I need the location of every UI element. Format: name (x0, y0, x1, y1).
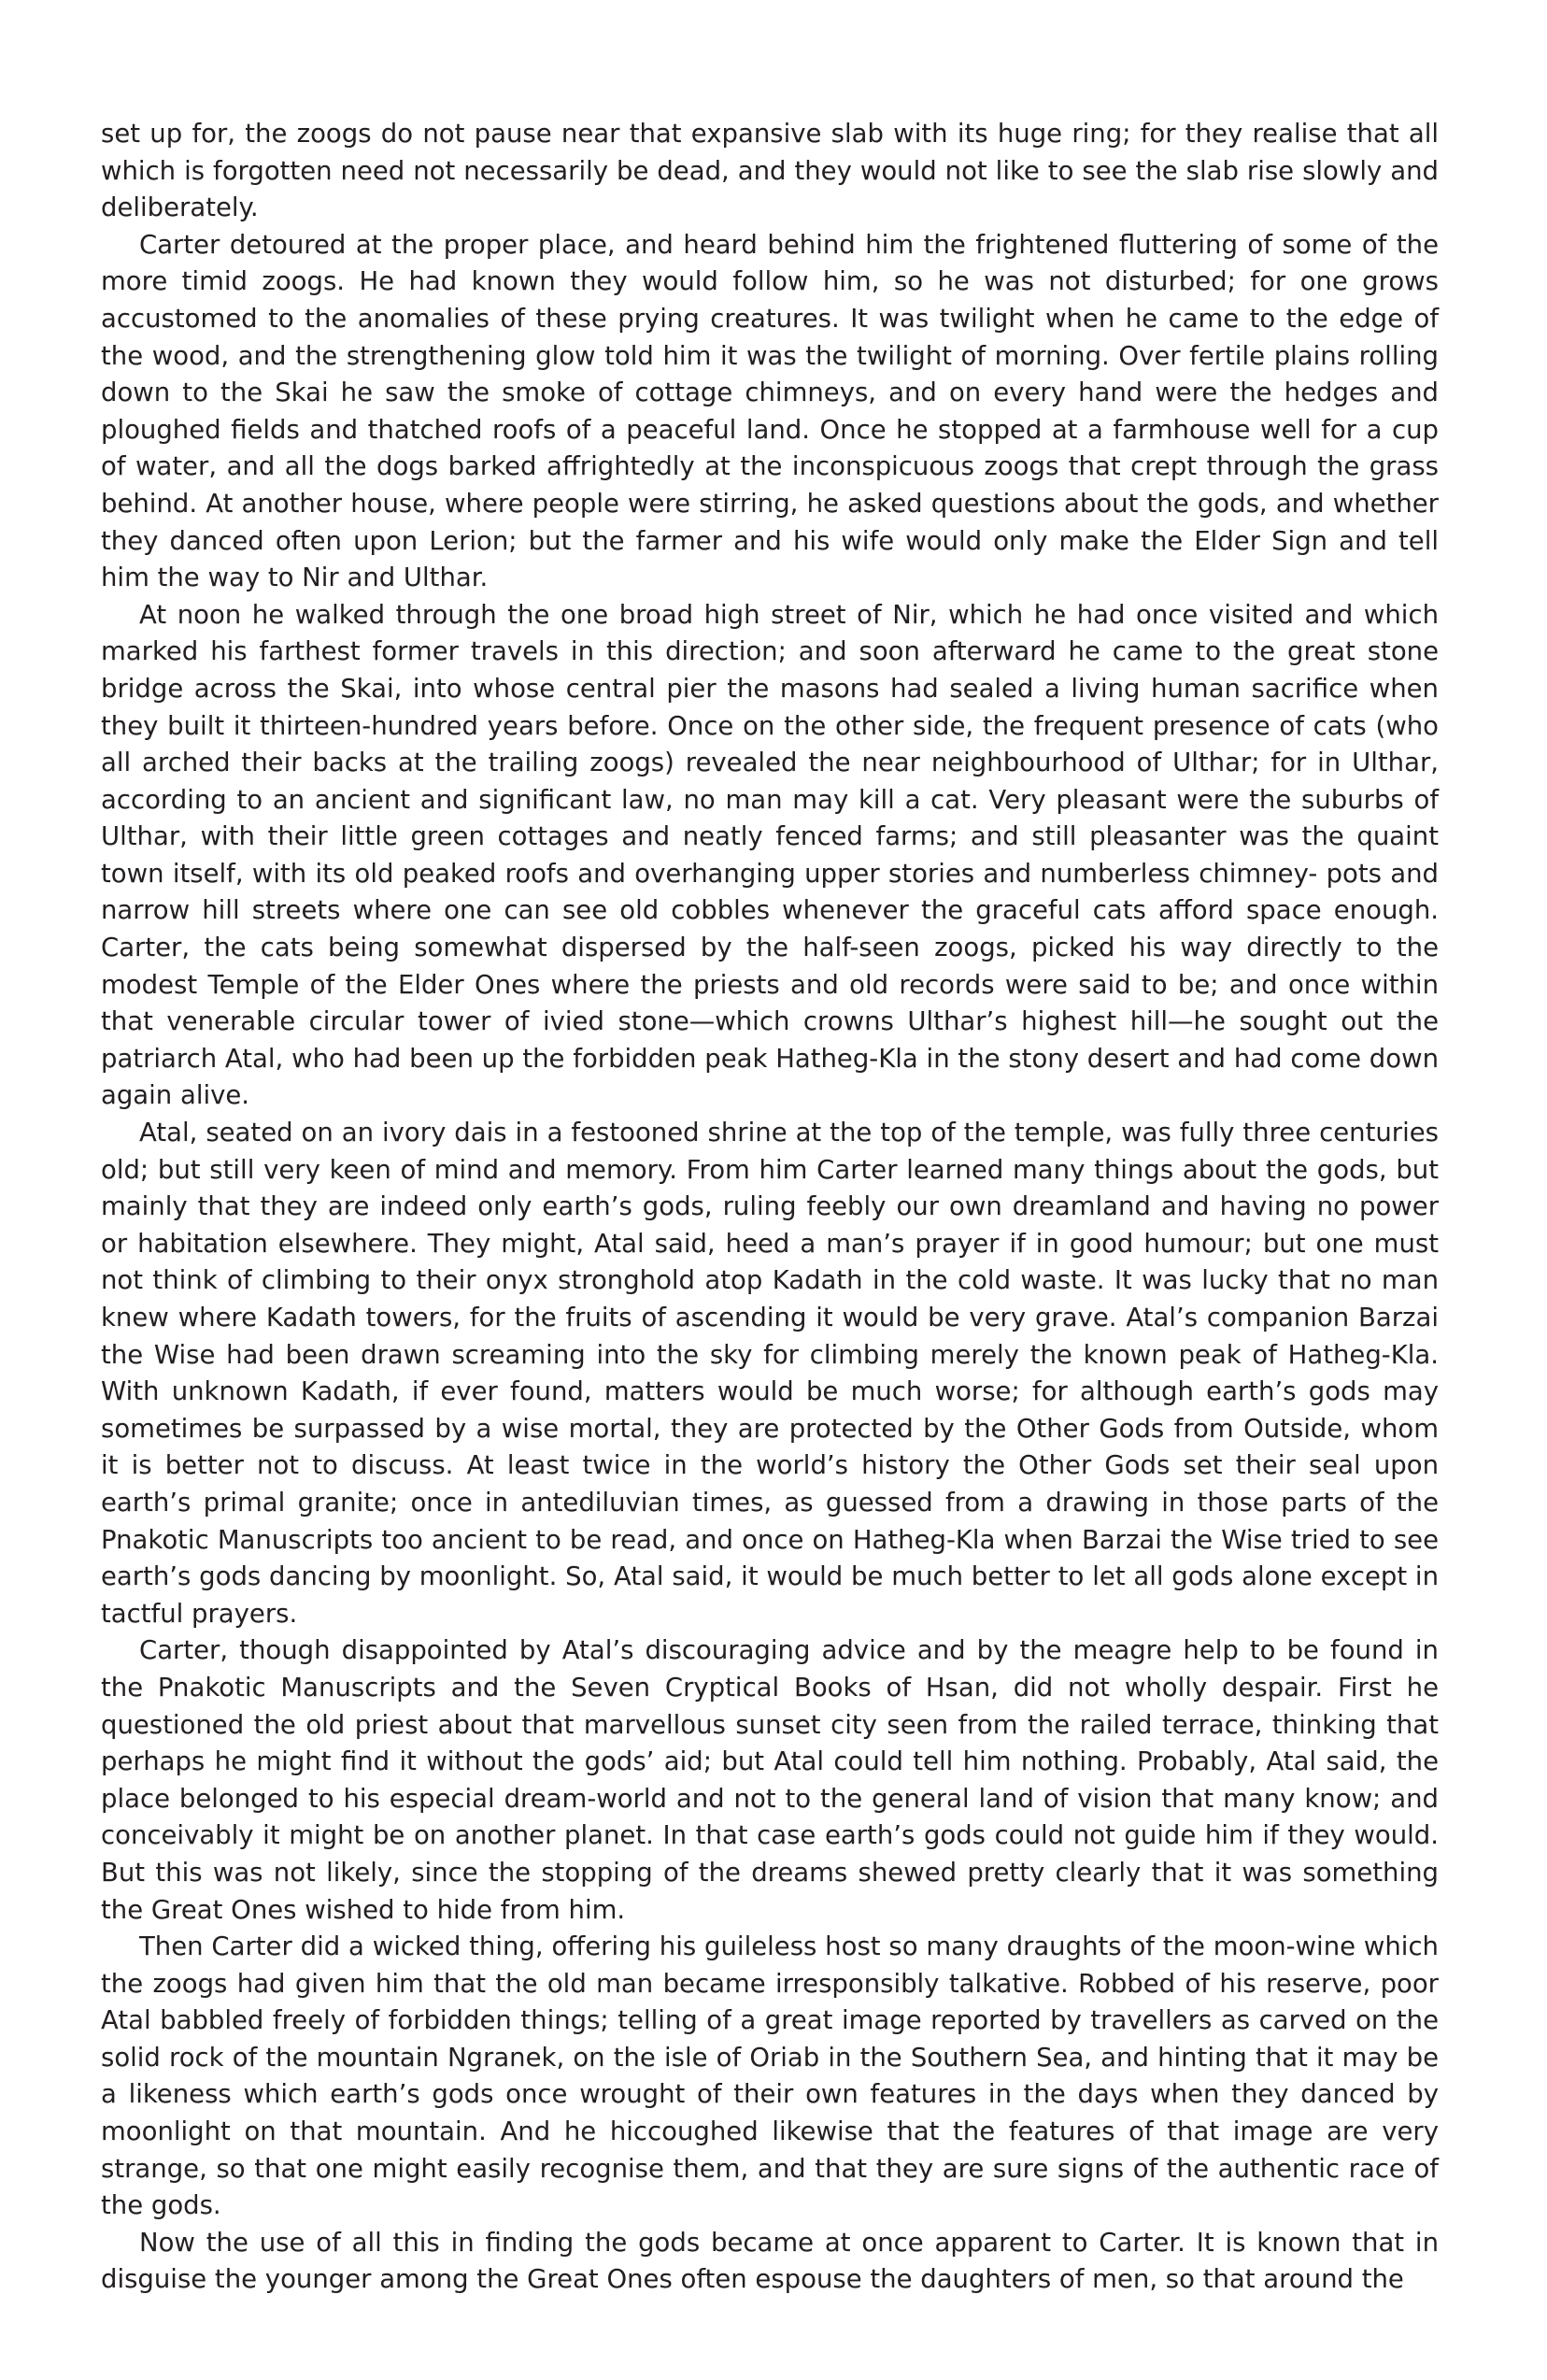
paragraph-2: Carter detoured at the proper place, and heard behind him the frightened fluttering of some of the more timid zoogs. He had known they would follow him, so he was not disturbed; for one grows accustomed to the anomalies of these prying creatures. It was twilight when he came to the edge of the wood, and the strengthening glow told him it was the twilight of morning. Over fertile plains rolling down to the Skai he saw the smoke of cottage chimneys, and on every hand were the hedges and ploughed fields and thatched roofs of a peaceful land. Once he stopped at a farmhouse well for a cup of water, and all the dogs barked affrightedly at the inconspicuous zoogs that crept through the grass behind. At another house, where people were stirring, he asked questions about the gods, and whether they danced often upon Lerion; but the farmer and his wife would only make the Elder Sign and tell him the way to Nir and Ulthar. (101, 229, 1439, 593)
paragraph-6: Then Carter did a wicked thing, offering his guileless host so many draughts of the moon-wine which the zoogs had given him that the old man became irresponsibly talkative. Robbed of his reserve, poor Atal babbled freely of forbidden things; telling of a great image reported by travellers as carved on the solid rock of the mountain Ngranek, on the isle of Oriab in the Southern Sea, and hinting that it may be a likeness which earth’s gods once wrought of their own features in the days when they danced by moonlight on that mountain. And he hiccoughed likewise that the features of that image are very strange, so that one might easily recognise them, and that they are sure signs of the authentic race of the gods. (101, 1931, 1439, 2221)
paragraph-5: Carter, though disappointed by Atal’s discouraging advice and by the meagre help to be found in the Pnakotic Manuscripts and the Seven Cryptical Books of Hsan, did not wholly despair. First he questioned the old priest about that marvellous sunset city seen from the railed terrace, thinking that perhaps he might find it without the gods’ aid; but Atal could tell him nothing. Probably, Atal said, the place belonged to his especial dream-world and not to the general land of vision that many know; and conceivably it might be on another planet. In that case earth’s gods could not guide him if they would. But this was not likely, since the stopping of the dreams shewed pretty clearly that it was something the Great Ones wished to hide from him. (101, 1635, 1439, 1925)
page-body (101, 116, 1439, 2299)
paragraph-4: Atal, seated on an ivory dais in a festooned shrine at the top of the temple, was fully three centuries old; but still very keen of mind and memory. From him Carter learned many things about the gods, but mainly that they are indeed only earth’s gods, ruling feebly our own dreamland and having no power or habitation elsewhere. They might, Atal said, heed a man’s prayer if in good humour; but one must not think of climbing to their onyx stronghold atop Kadath in the cold waste. It was lucky that no man knew where Kadath towers, for the fruits of ascending it would be very grave. Atal’s companion Barzai the Wise had been drawn screaming into the sky for climbing merely the known peak of Hatheg-Kla. With unknown Kadath, if ever found, matters would be much worse; for although earth’s gods may sometimes be surpassed by a wise mortal, they are protected by the Other Gods from Outside, whom it is better not to discuss. At least twice in the world’s history the Other Gods set their seal upon earth’s primal granite; once in antediluvian times, as guessed from a drawing in those parts of the Pnakotic Manuscripts too ancient to be read, and once on Hatheg-Kla when Barzai the Wise tried to see earth’s gods dancing by moonlight. So, Atal said, it would be much better to let all gods alone except in tactful prayers. (101, 1118, 1439, 1629)
paragraph-1: set up for, the zoogs do not pause near that expansive slab with its huge ring; for they realise that all which is forgotten need not necessarily be dead, and they would not like to see the slab rise slowly and deliberately. (101, 119, 1439, 223)
paragraph-7: Now the use of all this in finding the gods became at once apparent to Carter. It is known that in disguise the younger among the Great Ones often espouse the daughters of men, so that around the (101, 2227, 1439, 2295)
paragraph-3: At noon he walked through the one broad high street of Nir, which he had once visited and which marked his farthest former travels in this direction; and soon afterward he came to the great stone bridge across the Skai, into whose central pier the masons had sealed a living human sacrifice when they built it thirteen-hundred years before. Once on the other side, the frequent presence of cats (who all arched their backs at the trailing zoogs) revealed the near neighbourhood of Ulthar; for in Ulthar, according to an ancient and significant law, no man may kill a cat. Very pleasant were the suburbs of Ulthar, with their little green cottages and neatly fenced farms; and still pleasanter was the quaint town itself, with its old peaked roofs and overhanging upper stories and numberless chimney- pots and narrow hill streets where one can see old cobbles whenever the graceful cats afford space enough. Carter, the cats being somewhat dispersed by the half-seen zoogs, picked his way directly to the modest Temple of the Elder Ones where the priests and old records were said to be; and once within that venerable circular tower of ivied stone—which crowns Ulthar’s highest hill—he sought out the patriarch Atal, who had been up the forbidden peak Hatheg-Kla in the stony desert and had come down again alive. (101, 599, 1439, 1111)
